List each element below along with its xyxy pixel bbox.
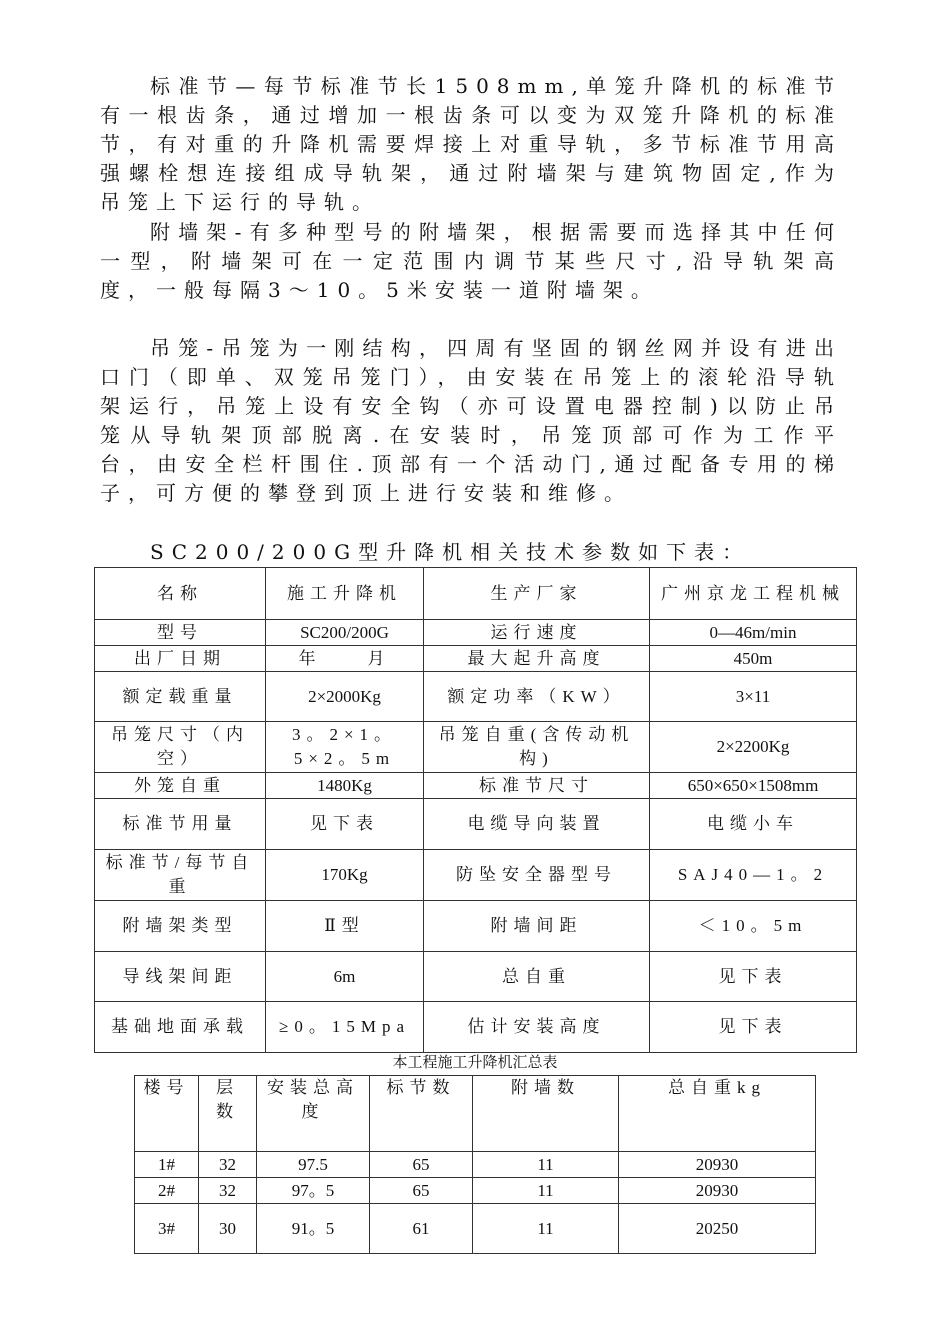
- table-cell: 20930: [619, 1178, 816, 1204]
- table-cell: 11: [473, 1178, 619, 1204]
- table-cell: 导线架间距: [95, 952, 266, 1002]
- table-cell: 11: [473, 1152, 619, 1178]
- table-cell: 标准节用量: [95, 799, 266, 850]
- table-row: [95, 620, 857, 646]
- table-cell: 650×650×1508mm: [650, 773, 857, 799]
- table-cell: 见下表: [650, 952, 857, 1002]
- table-cell: 防坠安全器型号: [424, 850, 650, 901]
- table-row: [95, 646, 857, 672]
- table-cell: 2#: [135, 1178, 199, 1204]
- table-cell: 运行速度: [424, 620, 650, 646]
- table-cell: 32: [199, 1178, 257, 1204]
- table-cell: 生产厂家: [424, 568, 650, 620]
- table-row: [95, 952, 857, 1002]
- table-row: [135, 1178, 816, 1204]
- table-cell: 61: [370, 1204, 473, 1254]
- table-row: [95, 850, 857, 901]
- table-cell: 见下表: [650, 1002, 857, 1053]
- table-cell: 3#: [135, 1204, 199, 1254]
- summary-table: [134, 1075, 816, 1254]
- table-cell: 出厂日期: [95, 646, 266, 672]
- table-cell: 吊笼自重(含传动机构): [424, 722, 650, 773]
- table-cell: 电缆导向装置: [424, 799, 650, 850]
- table-cell: SAJ40—1。2: [650, 850, 857, 901]
- table-cell: 估计安装高度: [424, 1002, 650, 1053]
- table-cell: 额定载重量: [95, 672, 266, 722]
- header-cell: 安装总高度: [257, 1076, 370, 1152]
- table-row: [95, 901, 857, 952]
- table-cell: 标准节/每节自重: [95, 850, 266, 901]
- table-cell: Ⅱ型: [266, 901, 424, 952]
- table-row: [135, 1204, 816, 1254]
- table-cell: 2×2000Kg: [266, 672, 424, 722]
- table-row: [95, 773, 857, 799]
- paragraph-standard-section: 标准节—每节标准节长1508mm,单笼升降机的标准节有一根齿条，通过增加一根齿条可以变为双笼升降机的标准节，有对重的升降机需要焊接上对重导轨，多节标准节用高强螺栓想连接组成导轨架，通过附墙架与建筑物固定,作为吊笼上下运行的导轨。: [100, 74, 842, 214]
- table-cell: 附墙间距: [424, 901, 650, 952]
- header-cell: 层数: [199, 1076, 257, 1152]
- table-cell: 广州京龙工程机械: [650, 568, 857, 620]
- spec-table: [94, 567, 857, 1053]
- table-row: [135, 1152, 816, 1178]
- table-cell: 最大起升高度: [424, 646, 650, 672]
- table-header-row: [135, 1076, 816, 1152]
- table-cell: 20250: [619, 1204, 816, 1254]
- table-cell: 30: [199, 1204, 257, 1254]
- table-cell: 97。5: [257, 1178, 370, 1204]
- table-cell: 6m: [266, 952, 424, 1002]
- table-row: [95, 568, 857, 620]
- table-row: [95, 722, 857, 773]
- table-cell: 11: [473, 1204, 619, 1254]
- table-cell: 450m: [650, 646, 857, 672]
- table-cell: SC200/200G: [266, 620, 424, 646]
- table-cell: 电缆小车: [650, 799, 857, 850]
- paragraph-table-intro: SC200/200G型升降机相关技术参数如下表：: [150, 540, 751, 564]
- table-cell: 附墙架类型: [95, 901, 266, 952]
- table-cell: 32: [199, 1152, 257, 1178]
- table-cell: 97.5: [257, 1152, 370, 1178]
- table-cell: ≥0。15Mpa: [266, 1002, 424, 1053]
- table-cell: 基础地面承载: [95, 1002, 266, 1053]
- table-cell: 170Kg: [266, 850, 424, 901]
- table-cell: 吊笼尺寸（内空）: [95, 722, 266, 773]
- table-row: [95, 672, 857, 722]
- table-cell: 见下表: [266, 799, 424, 850]
- table-row: [95, 1002, 857, 1053]
- table-cell: 65: [370, 1178, 473, 1204]
- table-cell: 施工升降机: [266, 568, 424, 620]
- table-row: [95, 799, 857, 850]
- table-cell: 外笼自重: [95, 773, 266, 799]
- table-cell: 3×11: [650, 672, 857, 722]
- table-cell: 额定功率（KW）: [424, 672, 650, 722]
- table-cell: 年 月: [266, 646, 424, 672]
- table-cell: 名称: [95, 568, 266, 620]
- table-cell: 型号: [95, 620, 266, 646]
- header-cell: 标节数: [370, 1076, 473, 1152]
- table-cell: 1#: [135, 1152, 199, 1178]
- paragraph-cage: 吊笼-吊笼为一刚结构，四周有坚固的钢丝网并设有进出口门（即单、双笼吊笼门），由安装在吊笼上的滚轮沿导轨架运行，吊笼上设有安全钩（亦可设置电器控制)以防止吊笼从导轨架顶部脱离.在安装时，吊笼顶部可作为工作平台，由安全栏杆围住.顶部有一个活动门,通过配备专用的梯子，可方便的攀登到顶上进行安装和维修。: [100, 336, 842, 505]
- table-cell: 标准节尺寸: [424, 773, 650, 799]
- table-cell: 3。2×1。5×2。5m: [266, 722, 424, 773]
- table-cell: ＜10。5m: [650, 901, 857, 952]
- table-cell: 65: [370, 1152, 473, 1178]
- table-cell: 总自重: [424, 952, 650, 1002]
- summary-table-caption: 本工程施工升降机汇总表: [392, 1053, 558, 1071]
- header-cell: 附墙数: [473, 1076, 619, 1152]
- table-cell: 1480Kg: [266, 773, 424, 799]
- table-cell: 20930: [619, 1152, 816, 1178]
- paragraph-wall-bracket: 附墙架-有多种型号的附墙架，根据需要而选择其中任何一型，附墙架可在一定范围内调节某些尺寸,沿导轨架高度，一般每隔3～10。5米安装一道附墙架。: [100, 220, 842, 302]
- header-cell: 楼号: [135, 1076, 199, 1152]
- header-cell: 总自重kg: [619, 1076, 816, 1152]
- table-cell: 0—46m/min: [650, 620, 857, 646]
- table-cell: 2×2200Kg: [650, 722, 857, 773]
- table-cell: 91。5: [257, 1204, 370, 1254]
